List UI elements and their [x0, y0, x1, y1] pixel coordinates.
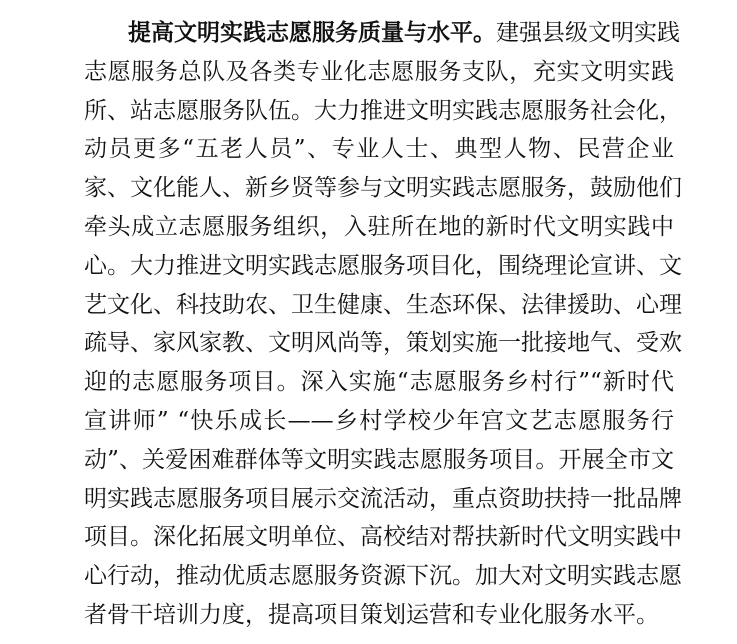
paragraph — [84, 14, 682, 635]
paragraph-line-4: 动员更多“五老人员”、专业人士、典型人物、民营企业 — [84, 136, 674, 163]
paragraph-line-5: 家、文化能人、新乡贤等参与文明实践志愿服务，鼓励他们 — [84, 175, 682, 202]
paragraph-line-13: 明实践志愿服务项目展示交流活动，重点资助扶持一批品牌 — [84, 485, 682, 512]
paragraph-line-3: 所、站志愿服务队伍。大力推进文明实践志愿服务社会化， — [84, 97, 682, 124]
paragraph-text: 建强县级文明实践 — [496, 20, 680, 46]
paragraph-line-1 — [84, 14, 680, 53]
paragraph-line-10: 迎的志愿服务项目。深入实施“志愿服务乡村行”“新时代 — [84, 369, 674, 396]
paragraph-line-9: 疏导、家风家教、文明风尚等，策划实施一批接地气、受欢 — [84, 330, 682, 357]
paragraph-line-15: 心行动，推动优质志愿服务资源下沉。加大对文明实践志愿 — [84, 563, 682, 590]
paragraph-heading: 提高文明实践志愿服务质量与水平。 — [128, 20, 496, 46]
paragraph-line-16: 者骨干培训力度，提高项目策划运营和专业化服务水平。 — [84, 601, 659, 628]
paragraph-line-6: 牵头成立志愿服务组织，入驻所在地的新时代文明实践中 — [84, 213, 674, 240]
paragraph-line-8: 艺文化、科技助农、卫生健康、生态环保、法律援助、心理 — [84, 291, 682, 318]
paragraph-line-14: 项目。深化拓展文明单位、高校结对帮扶新时代文明实践中 — [84, 524, 682, 551]
paragraph-line-11: 宣讲师” “快乐成长——乡村学校少年宫文艺志愿服务行 — [84, 407, 674, 434]
paragraph-line-7: 心。大力推进文明实践志愿服务项目化，围绕理论宣讲、文 — [84, 252, 682, 279]
paragraph-line-12: 动”、关爱困难群体等文明实践志愿服务项目。开展全市文 — [84, 446, 674, 473]
paragraph-line-2: 志愿服务总队及各类专业化志愿服务支队，充实文明实践 — [84, 58, 674, 85]
